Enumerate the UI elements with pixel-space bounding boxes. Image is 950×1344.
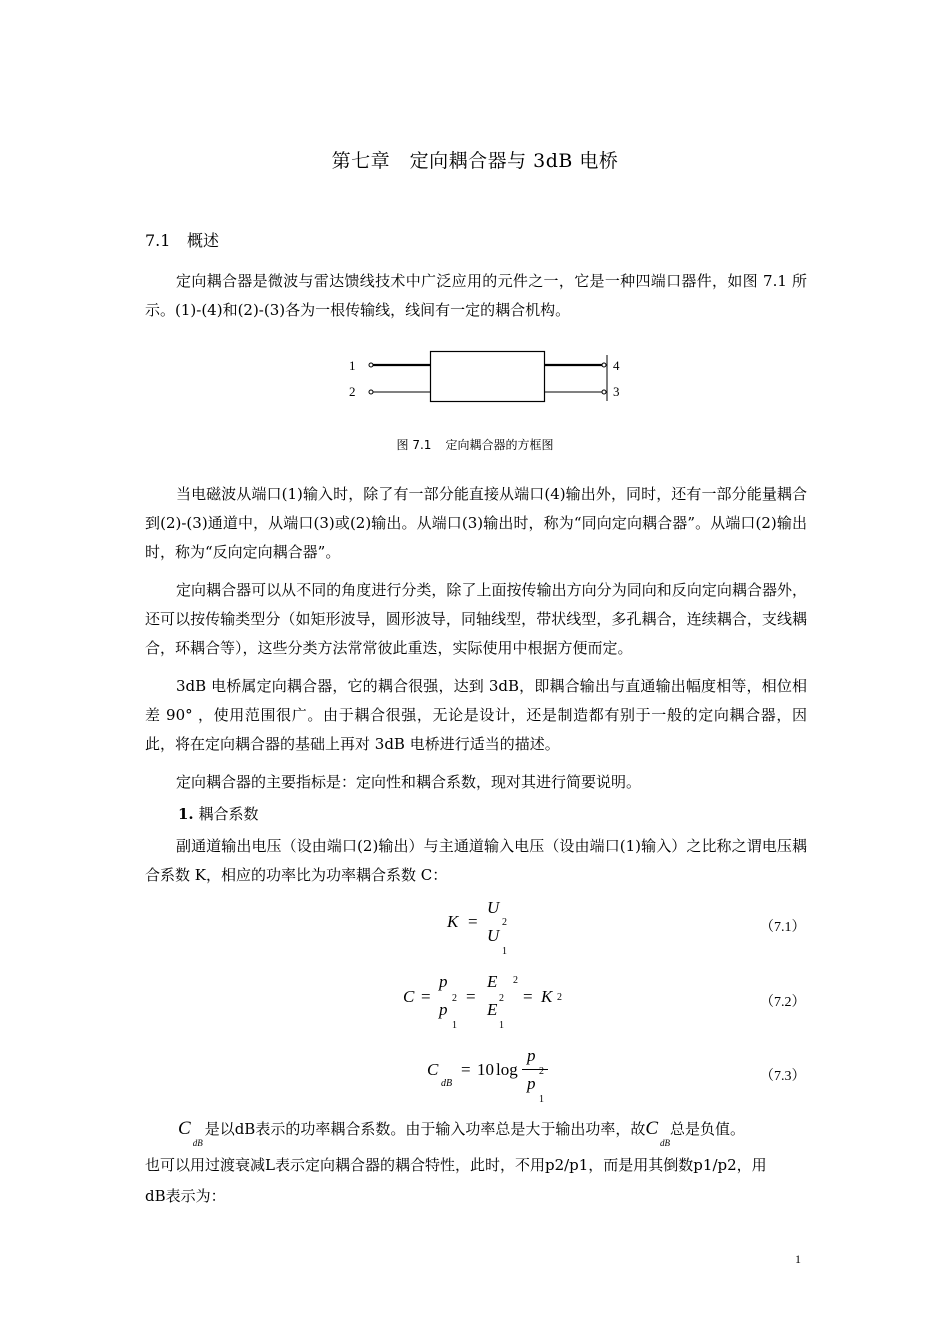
inline-c-2: C — [645, 1118, 659, 1139]
eq3-coefficient: 10 — [477, 1060, 494, 1079]
eq3-denominator: p — [527, 1074, 536, 1093]
port-label-2: 2 — [349, 384, 356, 399]
terminal-port3 — [602, 390, 606, 394]
paragraph-cdb-text-a: 是以dB表示的功率耦合系数。由于输入功率总是大于输出功率，故 — [204, 1120, 646, 1138]
subheading-text: 耦合系数 — [198, 805, 259, 823]
eq2-f2-numerator: E — [487, 972, 498, 991]
eq3-fraction-bar — [522, 1069, 548, 1070]
port-label-1: 1 — [349, 358, 356, 373]
coupler-box — [431, 352, 545, 402]
inline-db-sub-2: dB — [660, 1138, 671, 1148]
paragraph-indicators: 定向耦合器的主要指标是：定向性和耦合系数，现对其进行简要说明。 — [176, 773, 642, 791]
eq2-equals-1: = — [421, 987, 431, 1006]
eq2-rhs: K — [541, 987, 553, 1006]
eq3-denominator-sub: 1 — [539, 1094, 544, 1105]
subheading-coupling-coefficient — [178, 803, 258, 824]
eq1-numerator: U — [487, 898, 500, 917]
eq1-denominator: U — [487, 926, 500, 945]
eq2-f1-denominator-sub: 1 — [452, 1020, 457, 1031]
eq2-rhs-power: 2 — [557, 992, 562, 1003]
eq3-numerator-sub: 2 — [539, 1066, 544, 1077]
inline-c-1: C — [178, 1118, 191, 1139]
coupler-block-diagram — [340, 345, 620, 409]
caption-text: 定向耦合器的方框图 — [445, 438, 554, 452]
eq2-f2-denominator-sub: 1 — [499, 1020, 504, 1031]
chapter-title: 第七章 定向耦合器与 3dB 电桥 — [331, 150, 619, 172]
eq2-number: （7.2） — [760, 995, 806, 1010]
paragraph-cdb-line3: dB表示为： — [145, 1187, 226, 1205]
eq2-equals-3: = — [523, 987, 533, 1006]
paragraph-port-output: 当电磁波从端口(1)输入时，除了有一部分能直接从端口(4)输出外，同时，还有一部分能量耦合到(2)-(3)通道中，从端口(3)或(2)输出。从端口(3)输出时，称为“同向定向耦合器”。从端口(2)输出时，称为“反向定向耦合器”。 — [145, 485, 807, 561]
port-label-4: 4 — [613, 358, 620, 373]
eq2-f1-numerator-sub: 2 — [452, 993, 457, 1004]
eq3-number: （7.3） — [760, 1069, 806, 1084]
paragraph-cdb-line2: 也可以用过渡衰减L表示定向耦合器的耦合特性，此时，不用p2/p1，而是用其倒数p1/p2，用 — [145, 1156, 767, 1174]
eq1-numerator-sub: 2 — [502, 917, 507, 928]
eq2-f2-denominator: E — [487, 1000, 498, 1019]
eq2-f2-numerator-sub: 2 — [499, 993, 504, 1004]
eq3-numerator: p — [527, 1046, 536, 1065]
paragraph-3db-bridge: 3dB 电桥属定向耦合器，它的耦合很强，达到 3dB，即耦合输出与直通输出幅度相等，相位相差 90° ，使用范围很广。由于耦合很强，无论是设计，还是制造都有别于一般的定向耦合器，因此，将在定向耦合器的基础上再对 3dB 电桥进行适当的描述。 — [145, 677, 807, 753]
terminal-port4 — [602, 363, 606, 367]
eq1-lhs: K — [447, 912, 459, 931]
subheading-number: 1. — [178, 805, 194, 823]
caption-label: 图 7.1 — [396, 438, 432, 452]
eq2-lhs: C — [403, 987, 415, 1006]
section-number: 7.1 — [145, 231, 171, 250]
section-title: 概述 — [187, 231, 220, 250]
eq2-f1-denominator: p — [439, 1000, 448, 1019]
port-label-3: 3 — [613, 384, 620, 399]
eq3-lhs-sub: dB — [441, 1078, 453, 1089]
paragraph-voltage-coupling: 副通道输出电压（设由端口(2)输出）与主通道输入电压（设由端口(1)输入）之比称之谓电压耦合系数 K，相应的功率比为功率耦合系数 C： — [145, 837, 807, 884]
paragraph-classification: 定向耦合器可以从不同的角度进行分类，除了上面按传输出方向分为同向和反向定向耦合器外，还可以按传输类型分（如矩形波导，圆形波导，同轴线型，带状线型，多孔耦合，连续耦合，支线耦合，环耦合等），这些分类方法常常彼此重迭，实际使用中根据方便而定。 — [145, 581, 807, 657]
eq1-equals: = — [468, 912, 478, 931]
inline-db-sub-1: dB — [192, 1138, 203, 1148]
eq2-equals-2: = — [466, 987, 476, 1006]
paragraph-intro: 定向耦合器是微波与雷达馈线技术中广泛应用的元件之一，它是一种四端口器件，如图 7.1 所示。(1)-(4)和(2)-(3)各为一根传输线，线间有一定的耦合机构。 — [145, 272, 807, 319]
paragraph-cdb-text-b: 总是负值。 — [670, 1120, 746, 1138]
eq2-f1-numerator: p — [439, 972, 448, 991]
eq1-denominator-sub: 1 — [502, 946, 507, 957]
section-heading — [145, 228, 219, 251]
terminal-port1 — [369, 363, 373, 367]
eq3-equals: = — [461, 1060, 471, 1079]
paragraph-cdb-line1 — [178, 1118, 746, 1148]
eq2-power: 2 — [513, 975, 518, 986]
figure-caption — [0, 436, 950, 453]
page-number: 1 — [795, 1252, 801, 1266]
eq1-number: （7.1） — [760, 920, 806, 935]
eq3-log: log — [496, 1060, 518, 1079]
eq3-lhs: C — [427, 1060, 439, 1079]
terminal-port2 — [369, 390, 373, 394]
